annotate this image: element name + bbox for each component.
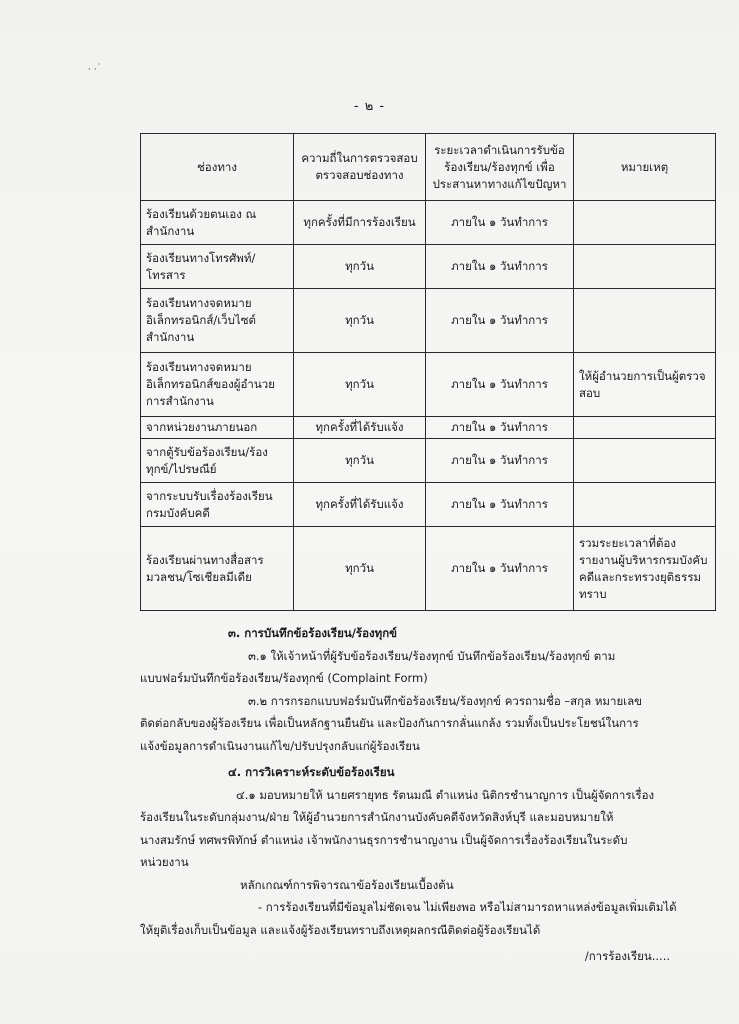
table-row: [141, 353, 716, 417]
cell-note: [574, 417, 716, 439]
section-4-heading: ๔. การวิเคราะห์ระดับข้อร้องเรียน: [228, 765, 395, 779]
criteria-line: ให้ยุติเรื่องเก็บเป็นข้อมูล และแจ้งผู้ร้องเรียนทราบถึงเหตุผลกรณีติดต่อผู้ร้องเรียนได้: [140, 922, 541, 937]
document-body: [140, 622, 680, 968]
cell-duration: ภายใน ๑ วันทำการ: [426, 245, 574, 289]
cell-frequency: ทุกครั้งที่มีการร้องเรียน: [294, 201, 426, 245]
paragraph-4-1-line: หน่วยงาน: [140, 855, 189, 869]
cell-duration: ภายใน ๑ วันทำการ: [426, 483, 574, 527]
paragraph-3-1-line: แบบฟอร์มบันทึกข้อร้องเรียน/ร้องทุกข์ (Complaint Form): [140, 671, 428, 685]
cell-channel: ร้องเรียนด้วยตนเอง ณ สำนักงาน: [141, 201, 294, 245]
cell-channel: ร้องเรียนทางจดหมายอิเล็กทรอนิกส์/เว็บไซต์สำนักงาน: [141, 289, 294, 353]
cell-duration: ภายใน ๑ วันทำการ: [426, 417, 574, 439]
paragraph-4-1-line: ๔.๑ มอบหมายให้ นายศรายุทธ รัตนมณี ตำแหน่ง นิติกรชำนาญการ เป็นผู้จัดการเรื่อง: [236, 787, 655, 802]
cell-channel: ร้องเรียนทางโทรศัพท์/โทรสาร: [141, 245, 294, 289]
header-frequency: ความถี่ในการตรวจสอบตรวจสอบช่องทาง: [294, 134, 426, 201]
cell-duration: ภายใน ๑ วันทำการ: [426, 353, 574, 417]
cell-duration: ภายใน ๑ วันทำการ: [426, 527, 574, 611]
header-note: หมายเหตุ: [574, 134, 716, 201]
paragraph-4-1-line: นางสมรักษ์ ทศพรพิทักษ์ ตำแหน่ง เจ้าพนักงานธุรการชำนาญงาน เป็นผู้จัดการเรื่องร้องเรียนในระดับ: [140, 832, 628, 847]
cell-note: ให้ผู้อำนวยการเป็นผู้ตรวจสอบ: [574, 353, 716, 417]
paragraph-3-2-line: ติดต่อกลับของผู้ร้องเรียน เพื่อเป็นหลักฐานยืนยัน และป้องกันการกลั่นแกล้ง รวมทั้งเป็นประโยชน์ในการ: [140, 716, 639, 730]
table-row: [141, 417, 716, 439]
table-row: [141, 201, 716, 245]
cell-frequency: ทุกครั้งที่ได้รับแจ้ง: [294, 417, 426, 439]
cell-channel: จากตู้รับข้อร้องเรียน/ร้องทุกข์/ไปรษณีย์: [141, 439, 294, 483]
table-row: [141, 439, 716, 483]
cell-duration: ภายใน ๑ วันทำการ: [426, 439, 574, 483]
paragraph-4-1-line: ร้องเรียนในระดับกลุ่มงาน/ฝ่าย ให้ผู้อำนวยการสำนักงานบังคับคดีจังหวัดสิงห์บุรี และมอบหมายให้: [140, 810, 614, 824]
cell-channel: ร้องเรียนผ่านทางสื่อสารมวลชน/โซเชียลมีเดีย: [141, 527, 294, 611]
cell-frequency: ทุกวัน: [294, 245, 426, 289]
cell-note: [574, 439, 716, 483]
cell-frequency: ทุกวัน: [294, 439, 426, 483]
table-header-row: [141, 134, 716, 201]
section-3-heading: ๓. การบันทึกข้อร้องเรียน/ร้องทุกข์: [228, 626, 398, 640]
table-row: [141, 527, 716, 611]
paragraph-3-2-line: แจ้งข้อมูลการดำเนินงานแก้ไข/ปรับปรุงกลับแก่ผู้ร้องเรียน: [140, 738, 420, 753]
header-channel: ช่องทาง: [141, 134, 294, 201]
cell-channel: ร้องเรียนทางจดหมายอิเล็กทรอนิกส์ของผู้อำนวยการสำนักงาน: [141, 353, 294, 417]
table-row: [141, 245, 716, 289]
paragraph-3-1-line: ๓.๑ ให้เจ้าหน้าที่ผู้รับข้อร้องเรียน/ร้องทุกข์ บันทึกข้อร้องเรียน/ร้องทุกข์ ตาม: [248, 648, 616, 663]
complaint-channel-table: [140, 133, 716, 611]
scan-specks: ⸳ ⸳˙: [88, 63, 102, 74]
cell-note: รวมระยะเวลาที่ต้องรายงานผู้บริหารกรมบังคับคดีและกระทรวงยุติธรรมทราบ: [574, 527, 716, 611]
criteria-line: - การร้องเรียนที่มีข้อมูลไม่ชัดเจน ไม่เพียงพอ หรือไม่สามารถหาแหล่งข้อมูลเพิ่มเติมได้: [258, 900, 677, 914]
cell-note: [574, 483, 716, 527]
cell-frequency: ทุกครั้งที่ได้รับแจ้ง: [294, 483, 426, 527]
cell-duration: ภายใน ๑ วันทำการ: [426, 201, 574, 245]
cell-channel: จากระบบรับเรื่องร้องเรียนกรมบังคับคดี: [141, 483, 294, 527]
paragraph-3-2-line: ๓.๒ การกรอกแบบฟอร์มบันทึกข้อร้องเรียน/ร้องทุกข์ ควรถามชื่อ –สกุล หมายเลข: [248, 693, 643, 708]
criteria-heading: หลักเกณฑ์การพิจารณาข้อร้องเรียนเบื้องต้น: [240, 877, 454, 892]
page-continuation: /การร้องเรียน.....: [584, 949, 670, 963]
cell-frequency: ทุกวัน: [294, 527, 426, 611]
cell-frequency: ทุกวัน: [294, 353, 426, 417]
table-row: [141, 483, 716, 527]
cell-frequency: ทุกวัน: [294, 289, 426, 353]
cell-note: [574, 201, 716, 245]
cell-channel: จากหน่วยงานภายนอก: [141, 417, 294, 439]
cell-note: [574, 245, 716, 289]
cell-duration: ภายใน ๑ วันทำการ: [426, 289, 574, 353]
header-duration: ระยะเวลาดำเนินการรับข้อร้องเรียน/ร้องทุกข์ เพื่อประสานหาทางแก้ไขปัญหา: [426, 134, 574, 201]
cell-note: [574, 289, 716, 353]
table-row: [141, 289, 716, 353]
page-number: - ๒ -: [353, 99, 386, 114]
